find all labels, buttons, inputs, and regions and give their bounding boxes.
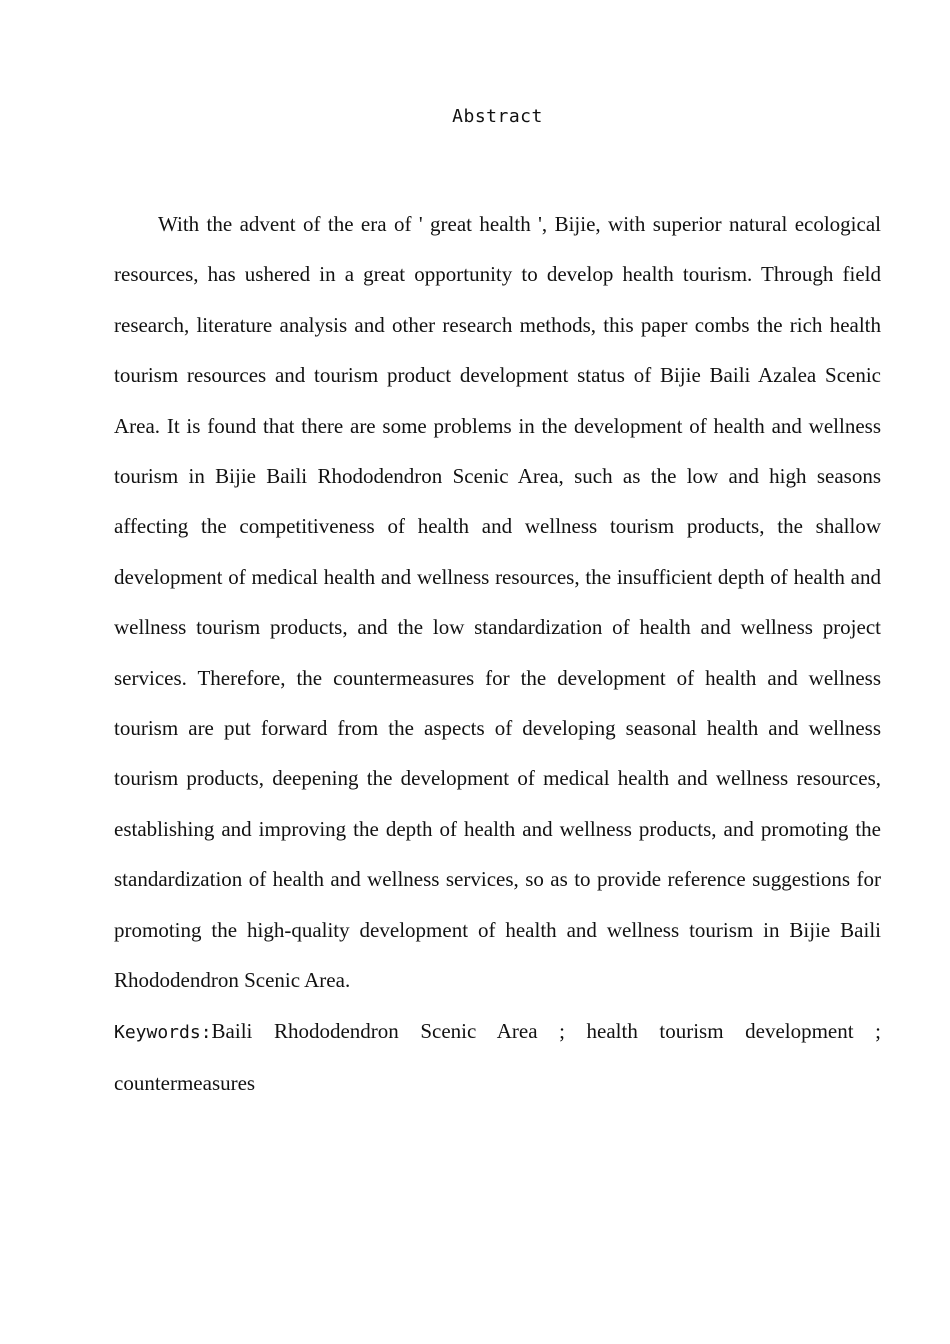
abstract-paragraph: With the advent of the era of ' great health ', Bijie, with superior natural ecological resources, has ushered in a great opportunity to develop health tourism. Through field research, literature analysis and other research methods, this paper combs the rich health tourism resources and tourism product development status of Bijie Baili Azalea Scenic Area. It is found that there are some problems in the development of health and wellness tourism in Bijie Baili Rhododendron Scenic Area, such as the low and high seasons affecting the competitiveness of health and wellness tourism products, the shallow development of medical health and wellness resources, the insufficient depth of health and wellness tourism products, and the low standardization of health and wellness project services. Therefore, the countermeasures for the development of health and wellness tourism are put forward from the aspects of developing seasonal health and wellness tourism products, deepening the development of medical health and wellness resources, establishing and improving the depth of health and wellness products, and promoting the standardization of health and wellness services, so as to provide reference suggestions for promoting the high-quality development of health and wellness tourism in Bijie Baili Rhododendron Scenic Area.	[114, 212, 881, 993]
keywords-label: Keywords:	[114, 1022, 212, 1043]
abstract-title: Abstract	[452, 106, 543, 127]
keywords-line	[114, 1006, 881, 1109]
keywords-text: Baili Rhododendron Scenic Area ; health tourism development ; countermeasures	[114, 1019, 881, 1096]
